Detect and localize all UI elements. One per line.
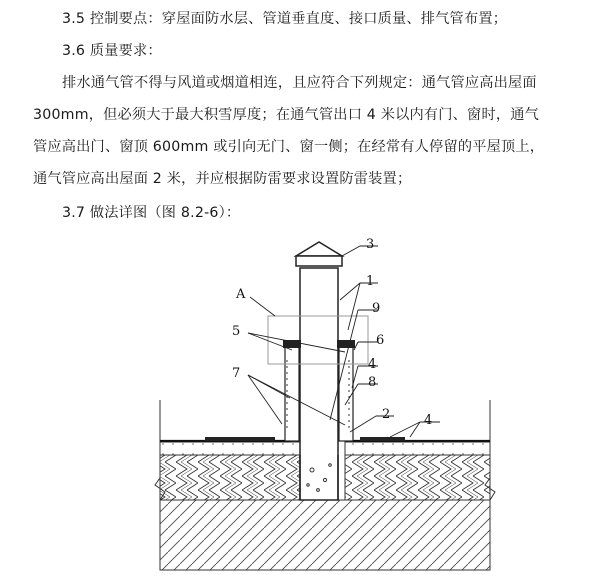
label-2: 2 <box>382 407 391 422</box>
label-9: 9 <box>372 301 381 316</box>
label-A: A <box>236 287 246 302</box>
paragraph-line-4: 通气管应高出屋面 2 米，并应根据防雷要求设置防雷装置； <box>33 171 412 187</box>
vent-pipe <box>300 268 338 500</box>
label-4-upper: 4 <box>368 357 377 372</box>
label-3: 3 <box>366 237 375 252</box>
section-3-5-text: 3.5 控制要点：穿屋面防水层、管道垂直度、接口质量、排气管布置； <box>62 11 508 27</box>
label-6: 6 <box>376 333 385 348</box>
label-7: 7 <box>232 366 241 381</box>
label-8: 8 <box>368 375 377 390</box>
paragraph-line-1: 排水通气管不得与风道或烟道相连，且应符合下列规定：通气管应高出屋面 <box>62 75 537 91</box>
label-4-lower: 4 <box>424 413 433 428</box>
label-5: 5 <box>232 324 241 339</box>
section-3-6-heading: 3.6 质量要求： <box>62 43 162 59</box>
paragraph-line-3: 管应高出门、窗顶 600mm 或引向无门、窗一侧；在经常有人停留的平屋顶上， <box>33 139 545 155</box>
paragraph-line-2: 300mm，但必须大于最大积雪厚度；在通气管出口 4 米以内有门、窗时，通气 <box>33 107 539 123</box>
label-1: 1 <box>366 274 375 289</box>
pipe-vent-cap <box>296 242 342 266</box>
section-3-7-heading: 3.7 做法详图（图 8.2-6）： <box>62 205 241 221</box>
